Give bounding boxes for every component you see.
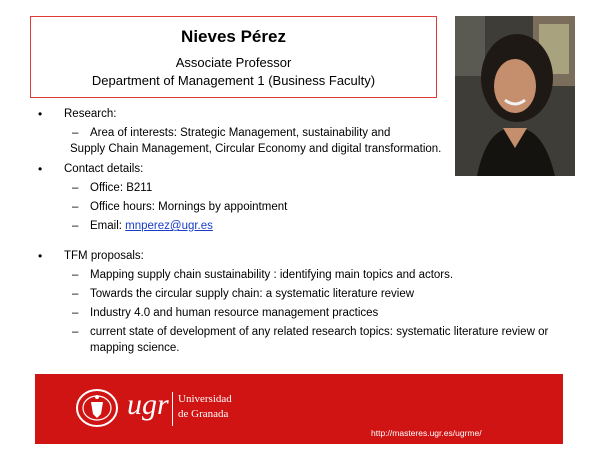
research-bullet: • Research: bbox=[38, 106, 578, 122]
tfm-bullet: • TFM proposals: bbox=[38, 248, 578, 264]
logo-divider bbox=[172, 392, 173, 426]
office: – Office: B211 bbox=[38, 180, 578, 196]
email-line bbox=[38, 218, 578, 234]
email-label: Email: bbox=[90, 220, 126, 232]
tfm-item: – Towards the circular supply chain: a systematic literature review bbox=[38, 286, 578, 302]
professor-name: Nieves Pérez bbox=[181, 27, 286, 46]
name-card bbox=[30, 16, 437, 98]
tfm-item: – current state of development of any related research topics: systematic literature review or mapping science. bbox=[38, 324, 578, 356]
university-seal-icon bbox=[75, 388, 119, 428]
tfm-item: – Industry 4.0 and human resource management practices bbox=[38, 305, 578, 321]
email-link[interactable]: mnperez@ugr.es bbox=[125, 220, 213, 232]
university-banner bbox=[35, 374, 563, 444]
ugr-logo: ugr bbox=[127, 388, 169, 421]
department: Department of Management 1 (Business Faculty) bbox=[91, 73, 376, 88]
research-interests: – Area of interests: Strategic Management, sustainability and bbox=[38, 125, 578, 141]
university-name-line2: de Granada bbox=[178, 408, 229, 420]
contact-bullet: • Contact details: bbox=[38, 161, 578, 177]
tfm-item: – Mapping supply chain sustainability : identifying main topics and actors. bbox=[38, 267, 578, 283]
research-interests-continued: Supply Chain Management, Circular Economy and digital transformation. bbox=[70, 143, 442, 155]
professor-role: Associate Professor bbox=[175, 55, 292, 70]
master-url[interactable]: http://masteres.ugr.es/ugrme/ bbox=[371, 428, 482, 438]
university-name-line1: Universidad bbox=[178, 393, 232, 405]
office-hours: – Office hours: Mornings by appointment bbox=[38, 199, 578, 215]
university-name bbox=[178, 392, 232, 422]
body-content bbox=[38, 106, 578, 356]
